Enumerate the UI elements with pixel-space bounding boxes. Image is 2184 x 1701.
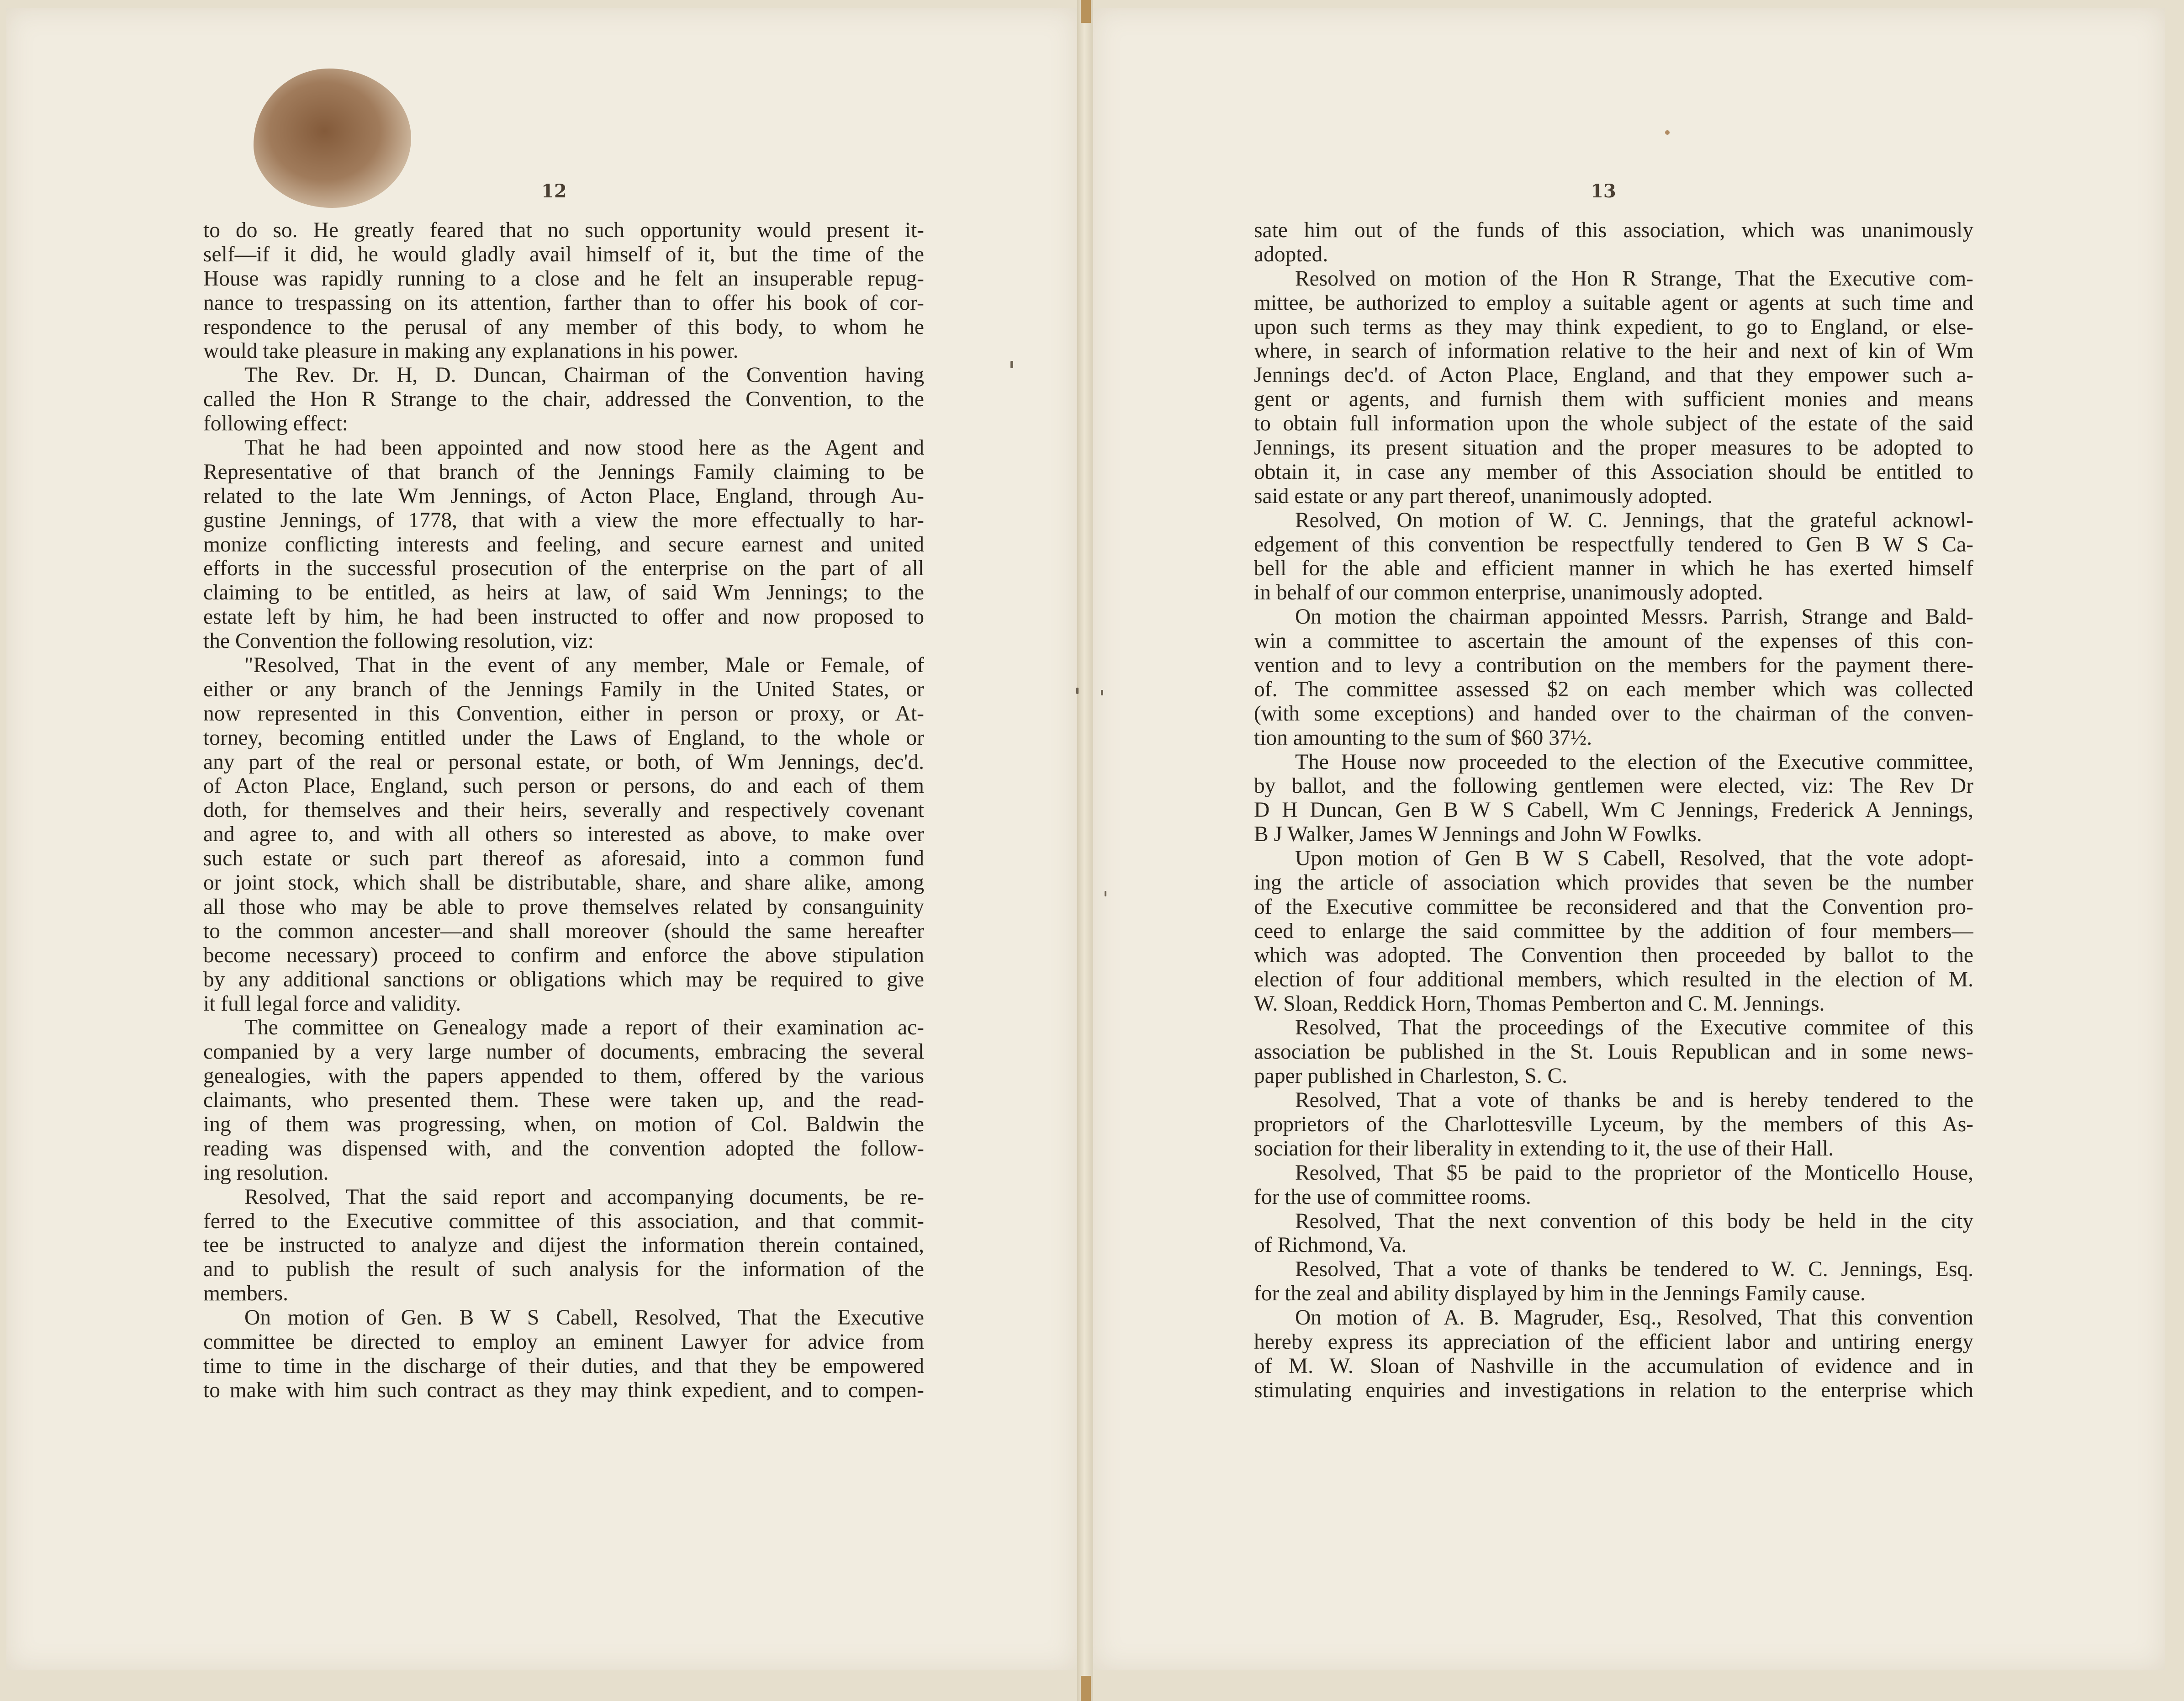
text-line: upon such terms as they may think expedient, to go to England, or else-	[1254, 315, 1973, 339]
text-line: of Acton Place, England, such person or persons, do and each of them	[203, 774, 924, 798]
text-line: to do so. He greatly feared that no such opportunity would present it-	[203, 218, 924, 242]
text-line: all those who may be able to prove themselves related by consanguinity	[203, 895, 924, 919]
text-line: ferred to the Executive committee of this association, and that commit-	[203, 1209, 924, 1233]
text-line: claimants, who presented them. These were taken up, and the read-	[203, 1088, 924, 1113]
text-line: The House now proceeded to the election of the Executive committee,	[1295, 750, 1973, 774]
text-line: Representative of that branch of the Jennings Family claiming to be	[203, 460, 924, 484]
text-line: where, in search of information relative to the heir and next of kin of Wm	[1254, 339, 1973, 363]
text-line: claiming to be entitled, as heirs at law, of said Wm Jennings; to the	[203, 581, 924, 605]
page-number-right: 13	[1591, 180, 1616, 202]
text-line: Resolved, On motion of W. C. Jennings, that the grateful acknowl-	[1295, 508, 1973, 532]
text-line: association be published in the St. Louis Republican and in some news-	[1254, 1040, 1973, 1064]
right-page-text	[1254, 218, 1973, 1403]
text-line: bell for the able and efficient manner in which he has exerted himself	[1254, 556, 1973, 581]
text-line: hereby express its appreciation of the efficient labor and untiring energy	[1254, 1330, 1973, 1354]
text-line: "Resolved, That in the event of any member, Male or Female, of	[244, 653, 924, 678]
text-line: of. The committee assessed $2 on each member which was collected	[1254, 677, 1973, 701]
text-line: the Convention the following resolution, viz:	[203, 629, 594, 653]
text-line: edgement of this convention be respectfully tendered to Gen B W S Ca-	[1254, 532, 1973, 556]
text-line: B J Walker, James W Jennings and John W Fowlks.	[1254, 822, 1702, 847]
text-line: related to the late Wm Jennings, of Acton Place, England, through Au-	[203, 484, 924, 508]
text-line: The Rev. Dr. H, D. Duncan, Chairman of the Convention having	[244, 363, 924, 387]
text-line: paper published in Charleston, S. C.	[1254, 1064, 1568, 1088]
text-line: D H Duncan, Gen B W S Cabell, Wm C Jennings, Frederick A Jennings,	[1254, 798, 1973, 822]
text-line: sate him out of the funds of this association, which was unanimously	[1254, 218, 1973, 242]
text-line: stimulating enquiries and investigations in relation to the enterprise which	[1254, 1378, 1973, 1402]
text-line: sociation for their liberality in extending to it, the use of their Hall.	[1254, 1136, 1834, 1160]
text-line: Resolved, That $5 be paid to the proprietor of the Monticello House,	[1295, 1160, 1973, 1185]
text-line: On motion of Gen. B W S Cabell, Resolved, That the Executive	[244, 1306, 924, 1330]
text-line: self—if it did, he would gladly avail himself of it, but the time of the	[203, 242, 924, 266]
text-line: said estate or any part thereof, unanimously adopted.	[1254, 484, 1713, 508]
text-line: torney, becoming entitled under the Laws of England, to the whole or	[203, 726, 924, 750]
text-line: tee be instructed to analyze and dijest the information therein contained,	[203, 1233, 924, 1257]
text-line: members.	[203, 1282, 288, 1306]
page-number-left: 12	[541, 180, 567, 202]
text-line: become necessary) proceed to confirm and enforce the above stipulation	[203, 943, 924, 967]
text-line: and to publish the result of such analysis for the information of the	[203, 1257, 924, 1282]
text-line: would take pleasure in making any explanations in his power.	[203, 339, 739, 363]
text-line: to the common ancester—and shall moreover (should the same hereafter	[203, 919, 924, 943]
text-line: Jennings dec'd. of Acton Place, England, and that they empower such a-	[1254, 363, 1973, 387]
text-line: ing of them was progressing, when, on motion of Col. Baldwin the	[203, 1112, 924, 1136]
text-line: Resolved, That the said report and accompanying documents, be re-	[244, 1185, 924, 1209]
left-page-text	[203, 218, 924, 1403]
ink-stain	[254, 69, 411, 208]
text-line: gustine Jennings, of 1778, that with a view the more effectually to har-	[203, 508, 924, 532]
paper-speck	[1105, 891, 1106, 896]
text-line: following effect:	[203, 412, 349, 436]
paper-speck	[1101, 690, 1103, 695]
text-line: estate left by him, he had been instructed to offer and now proposed to	[203, 605, 924, 629]
text-line: election of four additional members, which resulted in the election of M.	[1254, 967, 1973, 991]
text-line: W. Sloan, Reddick Horn, Thomas Pemberton and C. M. Jennings.	[1254, 991, 1825, 1016]
text-line: and agree to, and with all others so interested as above, to make over	[203, 822, 924, 847]
paper-speck	[1665, 130, 1670, 135]
text-line: gent or agents, and furnish them with sufficient monies and means	[1254, 387, 1973, 412]
text-line: tion amounting to the sum of $60 37½.	[1254, 726, 1592, 750]
text-line: Resolved, That the proceedings of the Executive commitee of this	[1295, 1016, 1973, 1040]
text-line: Jennings, its present situation and the proper measures to be adopted to	[1254, 436, 1973, 460]
text-line: in behalf of our common enterprise, unanimously adopted.	[1254, 581, 1763, 605]
text-line: adopted.	[1254, 242, 1328, 266]
text-line: (with some exceptions) and handed over to the chairman of the conven-	[1254, 701, 1973, 726]
text-line: vention and to levy a contribution on the members for the payment there-	[1254, 653, 1973, 678]
text-line: proprietors of the Charlottesville Lyceum, by the members of this As-	[1254, 1112, 1973, 1136]
text-line: ceed to enlarge the said committee by the addition of four members—	[1254, 919, 1973, 943]
text-line: doth, for themselves and their heirs, severally and respectively covenant	[203, 798, 924, 822]
text-line: it full legal force and validity.	[203, 991, 461, 1016]
text-line: mittee, be authorized to employ a suitable agent or agents at such time and	[1254, 291, 1973, 315]
text-line: Upon motion of Gen B W S Cabell, Resolved, that the vote adopt-	[1295, 847, 1973, 871]
text-line: to make with him such contract as they may think expedient, and to compen-	[203, 1378, 924, 1402]
text-line: On motion the chairman appointed Messrs. Parrish, Strange and Bald-	[1295, 605, 1973, 629]
text-line: efforts in the successful prosecution of the enterprise on the part of all	[203, 556, 924, 581]
paper-speck	[1010, 361, 1013, 368]
book-gutter	[1077, 0, 1093, 1701]
text-line: any part of the real or personal estate, or both, of Wm Jennings, dec'd.	[203, 750, 924, 774]
text-line: On motion of A. B. Magruder, Esq., Resolved, That this convention	[1295, 1306, 1973, 1330]
text-line: by ballot, and the following gentlemen were elected, viz: The Rev Dr	[1254, 774, 1973, 798]
text-line: That he had been appointed and now stood here as the Agent and	[244, 436, 924, 460]
text-line: time to time in the discharge of their duties, and that they be empowered	[203, 1354, 924, 1378]
text-line: respondence to the perusal of any member of this body, to whom he	[203, 315, 924, 339]
text-line: genealogies, with the papers appended to them, offered by the various	[203, 1064, 924, 1088]
text-line: either or any branch of the Jennings Family in the United States, or	[203, 677, 924, 701]
text-line: committee be directed to employ an eminent Lawyer for advice from	[203, 1330, 924, 1354]
text-line: Resolved, That the next convention of this body be held in the city	[1295, 1209, 1973, 1233]
text-line: The committee on Genealogy made a report of their examination ac-	[244, 1016, 924, 1040]
text-line: now represented in this Convention, either in person or proxy, or At-	[203, 701, 924, 726]
text-line: nance to trespassing on its attention, farther than to offer his book of cor-	[203, 291, 924, 315]
binding-tab-bottom	[1081, 1676, 1091, 1701]
text-line: Resolved on motion of the Hon R Strange, That the Executive com-	[1295, 266, 1973, 291]
text-line: ing resolution.	[203, 1160, 329, 1185]
text-line: House was rapidly running to a close and he felt an insuperable repug-	[203, 266, 924, 291]
text-line: companied by a very large number of documents, embracing the several	[203, 1040, 924, 1064]
text-line: win a committee to ascertain the amount of the expenses of this con-	[1254, 629, 1973, 653]
text-line: Resolved, That a vote of thanks be and is hereby tendered to the	[1295, 1088, 1973, 1113]
text-line: or joint stock, which shall be distributable, share, and share alike, among	[203, 871, 924, 895]
text-line: to obtain full information upon the whole subject of the estate of the said	[1254, 412, 1973, 436]
paper-speck	[1076, 688, 1079, 694]
text-line: for the use of committee rooms.	[1254, 1185, 1531, 1209]
text-line: of the Executive committee be reconsidered and that the Convention pro-	[1254, 895, 1973, 919]
binding-tab-top	[1081, 0, 1091, 23]
text-line: of Richmond, Va.	[1254, 1233, 1407, 1257]
text-line: such estate or such part thereof as aforesaid, into a common fund	[203, 847, 924, 871]
text-line: which was adopted. The Convention then proceeded by ballot to the	[1254, 943, 1973, 967]
text-line: Resolved, That a vote of thanks be tendered to W. C. Jennings, Esq.	[1295, 1257, 1973, 1282]
text-line: monize conflicting interests and feeling, and secure earnest and united	[203, 532, 924, 556]
text-line: ing the article of association which provides that seven be the number	[1254, 871, 1973, 895]
text-line: for the zeal and ability displayed by him in the Jennings Family cause.	[1254, 1282, 1866, 1306]
text-line: by any additional sanctions or obligations which may be required to give	[203, 967, 924, 991]
text-line: called the Hon R Strange to the chair, addressed the Convention, to the	[203, 387, 924, 412]
text-line: obtain it, in case any member of this Association should be entitled to	[1254, 460, 1973, 484]
text-line: of M. W. Sloan of Nashville in the accumulation of evidence and in	[1254, 1354, 1973, 1378]
text-line: reading was dispensed with, and the convention adopted the follow-	[203, 1136, 924, 1160]
